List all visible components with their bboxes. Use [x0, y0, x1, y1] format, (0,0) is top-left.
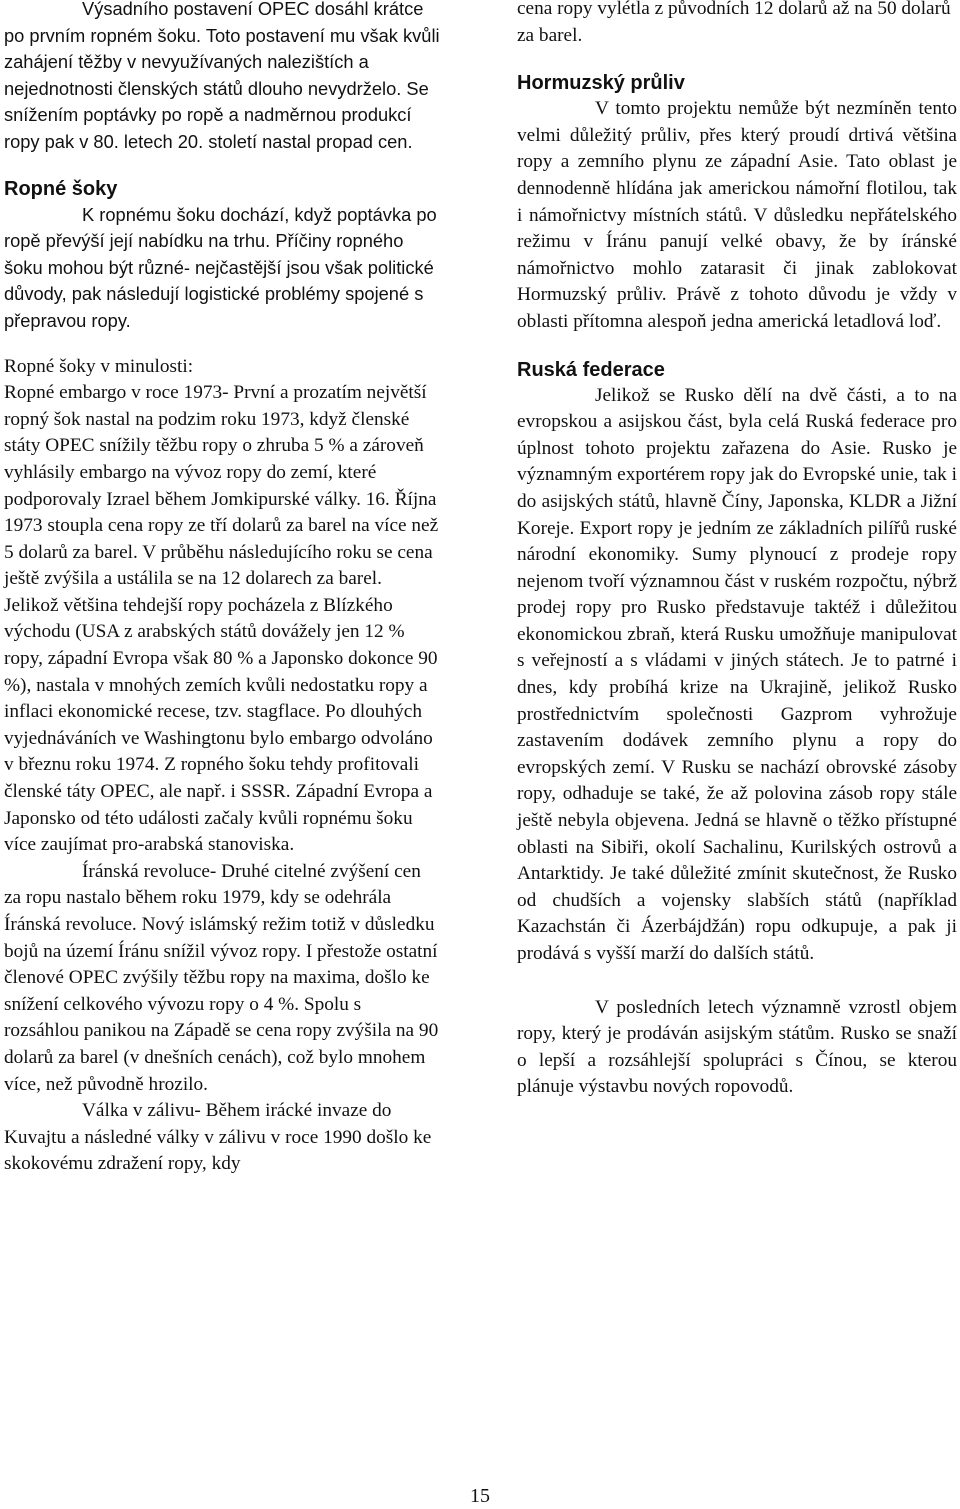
paragraph-soky-definition: K ropnému šoku dochází, když poptávka po ropě převýší její nabídku na trhu. Příčiny ropného šoku mohou být různé- nejčastější jsou však politické důvody, pak následují logistické problémy spojené s přepravou ropy. — [4, 203, 437, 331]
paragraph-asijske-staty: V posledních letech významně vzrostl objem ropy, který je prodáván asijským státům. Rusko se snaží o lepší a rozsáhlejší spolupráci s Čínou, se kterou plánuje výstavbu nových ropovodů. — [517, 996, 957, 1098]
paragraph-valka-v-zalivu: Válka v zálivu- Během irácké invaze do Kuvajtu a následné války v zálivu v roce 1990 došlo ke skokovému zdražení ropy, kdy — [4, 1100, 432, 1175]
heading-ruska-federace: Ruská federace — [517, 358, 665, 381]
paragraph-continuation: cena ropy vylétla z původních 12 dolarů až na 50 dolarů za barel. — [517, 0, 951, 46]
heading-ropne-soky: Ropné šoky — [4, 177, 118, 200]
heading-hormuzsky-pruliv: Hormuzský průliv — [517, 72, 685, 95]
left-column — [4, 0, 440, 1178]
paragraph-embargo-1973: Ropné embargo v roce 1973- První a prozatím největší ropný šok nastal na podzim roku 1973, když členské státy OPEC snížily těžbu ropy o zhruba 5 % a zároveň vyhlásily embargo na vývoz ropy do zemí, které podporovaly Izrael během Jomkipurské války. 16. Října 1973 stoupla cena ropy ze tří dolarů za barel na více než 5 dolarů za barel. V průběhu následujícího roku se cena ještě zvýšila a ustálila se na 12 dolarech za barel. Jelikož většina tehdejší ropy pocházela z Blízkého východu (USA z arabských států dovážely jen 12 % ropy, západní Evropa však 80 % a Japonsko dokonce 90 %), nastala v mnohých zemích kvůli nedostatku ropy a inflaci ekonomické recese, tzv. stagflace. Po dlouhých vyjednáváních ve Washingtonu bylo embargo odvoláno v březnu roku 1974. Z ropného šoku tehdy profitovali členské táty OPEC, ale např. i SSSR. Západní Evropa a Japonsko od této události začaly kvůli ropnému šoku více zaujímat pro-arabská stanoviska. — [4, 382, 439, 856]
paragraph-iranska-revoluce: Íránská revoluce- Druhé citelné zvýšení cen za ropu nastalo během roku 1979, kdy se odehrála Íránská revoluce. Nový islámský režim totiž v důsledku bojů na území Íránu snížil vývoz ropy. I přestože ostatní členové OPEC zvýšily těžbu ropy na maxima, došlo ke snížení celkového vývozu ropy o 4 %. Spolu s rozsáhlou panikou na Západě se cena ropy zvýšila na 90 dolarů za barel (v dnešních cenách), což bylo mnohem více, než původně hrozilo. — [4, 860, 439, 1095]
right-column — [517, 0, 957, 1101]
paragraph-opec: Výsadního postavení OPEC dosáhl krátce po prvním ropném šoku. Toto postavení mu však kvůli zahájení těžby v nevyužívaných nalezištích a nejednotnosti členských států dlouho nevydrželo. Se snížením poptávky po ropě a nadměrnou produkcí ropy pak v 80. letech 20. století nastal propad cen. — [4, 0, 440, 152]
paragraph-hormuzsky-pruliv: V tomto projektu nemůže být nezmíněn tento velmi důležitý průliv, přes který proudí drtivá většina ropy a zemního plynu ze západní Asie. Tato oblast je dennodenně hlídána jak americkou námořní flotilou, tak i námořnictvy místních států. V důsledku nepřátelského režimu v Íránu panují velké obavy, že by íránské námořnictvo mohlo zatarasit či jinak zablokovat Hormuzský průliv. Právě z tohoto důvodu je vždy v oblasti přítomna alespoň jedna americká letadlová loď. — [517, 98, 957, 332]
paragraph-soky-minulost-title: Ropné šoky v minulosti: — [4, 355, 194, 377]
paragraph-ruska-federace: Jelikož se Rusko dělí na dvě části, a to na evropskou a asijskou část, byla celá Ruská federace pro úplnost tohoto projektu zařazena do Asie. Rusko je významným exportérem ropy jak do Evropské unie, tak i do asijských států, hlavně Číny, Japonska, KLDR a Jižní Koreje. Export ropy je jedním ze základních pilířů ruské národní ekonomiky. Sumy plynoucí z prodeje ropy nejenom tvoří významnou část v ruském rozpočtu, nýbrž prodej ropy pro Rusko představuje taktéž i důležitou ekonomickou zbraň, která Rusku umožňuje manipulovat s veřejností a s vládami v jiných státech. Je to patrné i dnes, kdy probíhá krize na Ukrajině, jelikož Rusko prostřednictvím společnosti Gazprom vyhrožuje zastavením dodávek zemního plynu a ropy do evropských zemí. V Rusku se nachází obrovské zásoby ropy, odhaduje se také, že až polovina zásob ropy stále ještě nebyla objevena. Jedná se hlavně o těžko přístupné oblasti na Sibiři, okolí Sachalinu, Kurilských ostrovů a Antarktidy. Je také důležité zmínit skutečnost, že Rusko od chudších a vojensky slabších států (například Kazachstán či Ázerbájdžán) ropu odkupuje, a pak ji prodává s vyšší marží do dalších států. — [517, 384, 957, 964]
page-number: 15 — [470, 1485, 490, 1507]
